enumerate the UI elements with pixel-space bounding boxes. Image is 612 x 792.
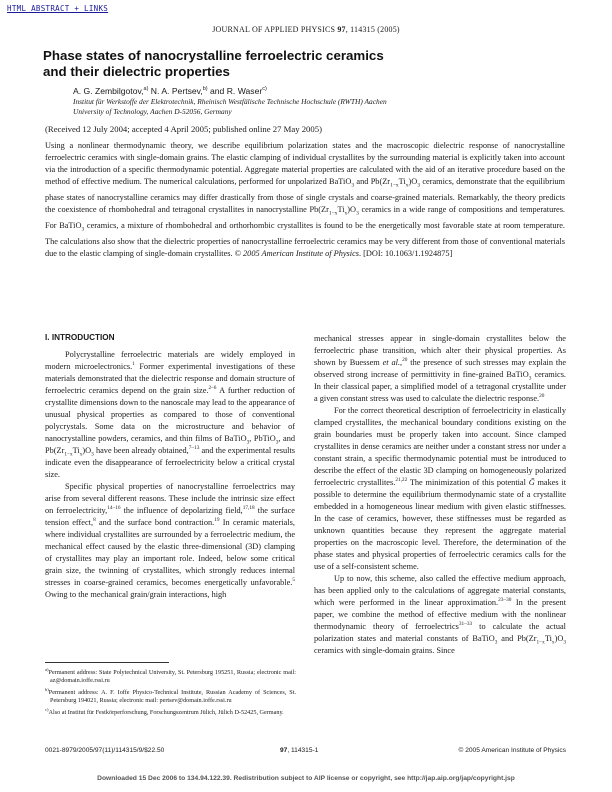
intro-paragraph-2: Specific physical properties of nanocrystalline ferroelectrics may arise from several different reasons. These include the intrinsic size effect on ferroelectricity,$^{14-16}$ the influence of depolarizing field,$^{17,18}$ the surface tension effect,$^8$ and the surface bond contraction.$^{19}$ In ceramic materials, where individual crystallites are surrounded by a ferroelectric medium, the mechanical effect caused by the elastic three-dimensional (3D) clamping of crystallites may play an important role. Indeed, below some critical grain size, the twinning of crystallites, which strongly reduces internal stresses in coarse-grained ceramics, becomes energetically unfavorable.$^5$ Owing to the mechanical grain/grain interactions, high xyxy=(45,482,295,599)
potential-symbol: G̃ xyxy=(528,478,535,487)
author-mark: a) xyxy=(143,86,149,93)
author-mark: c) xyxy=(262,86,267,93)
authors xyxy=(73,86,267,96)
footer-issn: 0021-8979/2005/97(11)/114315/9/$22.50 xyxy=(45,747,165,754)
abstract-copyright: © 2005 American Institute of Physics xyxy=(234,248,360,258)
affiliation-line-2: University of Technology, Aachen D-52056, Germany xyxy=(73,107,232,117)
footnotes xyxy=(45,666,296,717)
author-name: and R. Waser xyxy=(207,86,263,96)
footer-page-number: 97, 114315-1 xyxy=(280,747,319,754)
journal-name: JOURNAL OF APPLIED PHYSICS xyxy=(212,25,336,34)
doi: . [DOI: 10.1063/1.1924875] xyxy=(359,248,453,258)
citation[interactable]: 5 xyxy=(292,577,295,584)
abstract: Using a nonlinear thermodynamic theory, we describe equilibrium polarization states and the macroscopic dielectric response of nanocrystalline ferroelectric ceramics with single-domain grains. The elastic clamping of individual crystallites by the surrounding material is explicitly taken into account via the introduction of a specific thermodynamic potential. Aggregate material properties are calculated with the aid of an iterative procedure based on the method of effective medium. The numerical calculations, performed for unpolarized BaTiO$_3$ and $Pb(Zr_{1-x}Ti_x)O_3$ ceramics, demonstrate that the equilibrium phase states of nanocrystalline ceramics may differ drastically from those of single crystals and coarse-grained materials. Remarkably, the theory predicts the coexistence of rhombohedral and tetragonal crystallites in nanocrystalline $Pb(Zr_{1-x}Ti_x)O_3$ ceramics in a wide range of compositions and temperatures. For BaTiO$_3$ ceramics, a mixture of rhombohedral and orthorhombic crystallites is found to be the energetically most favorable state at room temperature. The calculations also show that the dielectric properties of nanocrystalline ferroelectric ceramics may be very different from those of conventional materials due to the elastic clamping of single-domain crystallites. © 2005 American Institute of Physics. [DOI: 10.1063/1.1924875] xyxy=(45,141,566,258)
author-mark: b) xyxy=(202,86,208,93)
journal-header xyxy=(0,25,612,34)
journal-volume: 97 xyxy=(337,25,346,34)
paper-title xyxy=(43,48,384,80)
footnote-c: $^{c)}$Also at Institut für Festkörperforschung, Forschungszentrum Jülich, Jülich D-52425, Germany. xyxy=(45,706,284,716)
footnote-b: $^{b)}$Permanent address: A. F. Ioffe Physico-Technical Institute, Russian Academy of Sciences, St. Petersburg 194021, Russia; electronic mail: pertsev@domain.ioffe.rssi.ru xyxy=(45,686,296,705)
footnote-divider xyxy=(45,662,169,663)
affiliation xyxy=(73,97,573,118)
title-line-2: and their dielectric properties xyxy=(43,64,230,79)
citation[interactable]: 19 xyxy=(214,517,220,524)
citation[interactable]: 31–33 xyxy=(458,621,473,628)
footer-copyright: © 2005 American Institute of Physics xyxy=(458,747,566,754)
author-name: N. A. Pertsev, xyxy=(148,86,203,96)
citation[interactable]: 17,18 xyxy=(242,505,255,512)
citation[interactable]: 20 xyxy=(539,393,545,400)
right-column xyxy=(314,333,566,657)
left-column xyxy=(45,349,295,601)
citation[interactable]: 21,22 xyxy=(395,477,408,484)
footnote-a: $^{a)}$Permanent address: State Polytechnical University, St. Petersburg 195251, Russia; electronic mail: az@domain.ioffe.rssi.ru xyxy=(45,667,296,685)
citation[interactable]: 8 xyxy=(93,517,96,524)
intro-paragraph-4: Up to now, this scheme, also called the effective medium approach, has been applied only to the calculations of aggregate material constants, which were performed in the linear approximation.$^{23-30}$ In the present paper, we combine the method of effective medium with the nonlinear thermodynamic theory of ferroelectrics$^{31-33}$ to calculate the actual polarization states and material constants of BaTiO$_3$ and $Pb(Zr_{1-x}Ti_x)O_3$ ceramics with single-domain grains. Since xyxy=(314,574,566,655)
intro-paragraph-3: For the correct theoretical description of ferroelectricity in elastically clamped crystallites, the mechanical boundary conditions existing on the grain boundaries must be properly taken into account. Since clamped crystallites in dense ceramics are neither under a constant stress nor under a constant strain, a specific thermodynamic potential must be introduced to describe the effect of the elastic 3D clamping on homogeneously polarized ferroelectric crystallites.$^{21,22}$ The minimization of this potential G̃ makes it possible to determine the equilibrium thermodynamic state of a crystallite embedded in a homogeneous linear medium with given elastic stiffnesses. In the case of ceramics, however, these stiffnesses must be regarded as unknown quantities because they represent the aggregate material properties on the macroscopic level. Therefore, the determination of the phase states and physical properties of ferroelectric ceramics calls for the use of a self-consistent scheme. xyxy=(314,406,566,571)
intro-paragraph-1: Polycrystalline ferroelectric materials are widely employed in modern microelectronics.$^1$ Former experimental investigations of these materials demonstrated that the dielectric response and domain structure of ferroelectric ceramics depend on the grain size.$^{2-6}$ A further reduction of crystallite dimensions down to the nanoscale may lead to the appearance of unusual physical properties as compared to those of conventional polycrystals. Some data on the microstructure and behavior of nanocrystalline powders, ceramics, and thin films of BaTiO$_3$, PbTiO$_3$, and $Pb(Zr_{1-x}Ti_x)O_3$ have been already obtained,$^{7-13}$ and the experimental results indicate even the disappearance of ferroelectricity below a critical crystal size. xyxy=(45,350,296,479)
title-line-1: Phase states of nanocrystalline ferroelectric ceramics xyxy=(43,48,384,63)
citation[interactable]: 23–30 xyxy=(498,597,512,604)
journal-article-year: , 114315 (2005) xyxy=(345,25,400,34)
section-heading-introduction: I. INTRODUCTION xyxy=(45,333,115,342)
citation[interactable]: 2–6 xyxy=(208,385,217,392)
intro-paragraph-2-cont: mechanical stresses appear in single-domain crystallites below the ferroelectric phase transition, which alter their physical properties. As shown by Buessem et al.,$^{20}$ the presence of such stresses may explain the observed strong increase of permittivity in fine-grained BaTiO$_3$ ceramics. In their classical paper, a simplified model of a tetragonal crystallite under a given constant stress was used to calculate the dielectric response.$^{20}$ xyxy=(314,334,567,403)
citation[interactable]: 1 xyxy=(132,361,135,368)
html-abstract-links[interactable]: HTML ABSTRACT + LINKS xyxy=(7,4,109,13)
received-dates: (Received 12 July 2004; accepted 4 April 2005; published online 27 May 2005) xyxy=(45,124,322,134)
citation[interactable]: 7–13 xyxy=(188,445,200,452)
citation[interactable]: 20 xyxy=(402,357,408,364)
citation[interactable]: 14–16 xyxy=(107,505,121,512)
download-notice: Downloaded 15 Dec 2006 to 134.94.122.39. Redistribution subject to AIP license or copyright, see http://jap.aip.org/jap/copyright.jsp xyxy=(97,775,515,782)
author-name: A. G. Zembilgotov, xyxy=(73,86,144,96)
affiliation-line-1: Institut für Werkstoffe der Elektrotechnik, Rheinisch Westfälische Technische Hochschule (RWTH) Aachen xyxy=(73,97,387,106)
